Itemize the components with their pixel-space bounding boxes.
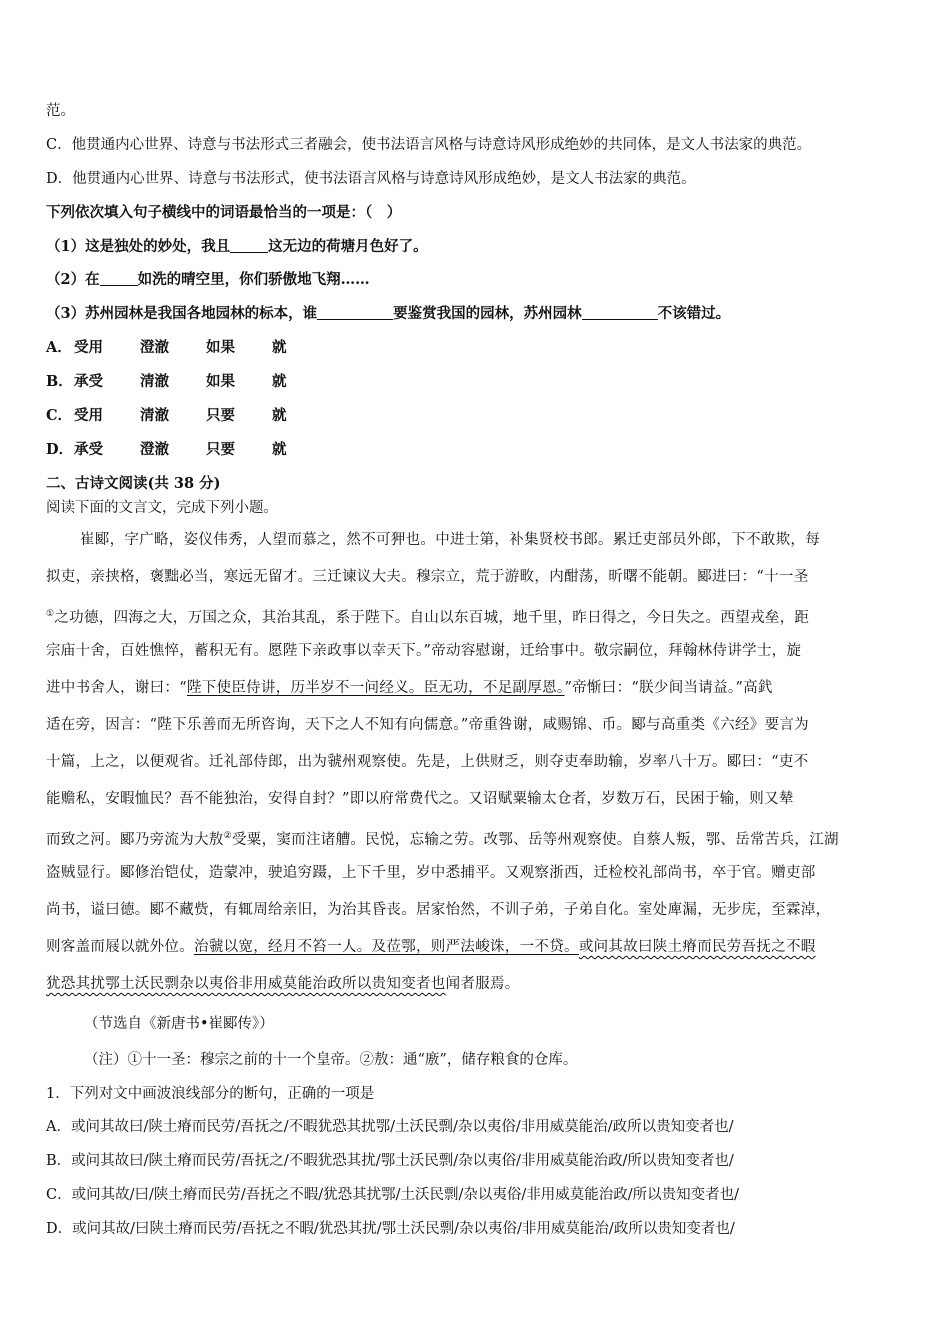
option-c	[46, 406, 287, 426]
passage-line	[46, 596, 904, 633]
option-word: 如果	[206, 339, 235, 356]
passage-line: 尚书，谥曰德。郾不藏赀，有辄周给亲旧，为治其昏丧。居家怡然，不训子弟，子弟自化。室处庳漏，无步庑，至霖淖，	[46, 902, 831, 918]
sentence-text: （3）苏州园林是我国各地园林的标本，谁	[46, 305, 318, 322]
question-1-option-d: D．或问其故/曰陕土瘠而民劳/吾抚之不暇/犹恐其扰/鄂土沃民剽/杂以夷俗/非用威莫能治/政所以贵知变者也/	[46, 1221, 735, 1237]
question-1-option-c: C．或问其故/曰/陕土瘠而民劳/吾抚之不暇/犹恐其扰鄂/土沃民剽/杂以夷俗/非用威莫能治政/所以贵知变者也/	[46, 1187, 740, 1203]
sentence-2	[46, 270, 370, 290]
sentence-text: （1）这是独处的妙处，我且	[46, 238, 231, 255]
option-word: 如果	[206, 373, 235, 390]
footnotes: （注）①十一圣：穆宗之前的十一个皇帝。②敖：通“廒”，储存粮食的仓库。	[84, 1052, 578, 1068]
sentence-text: 如洗的晴空里，你们骄傲地飞翔……	[137, 271, 370, 288]
option-word: 只要	[206, 441, 235, 458]
underlined-sentence: 陛下使臣侍讲，历半岁不一问经义。臣无功，不足副厚恩。	[186, 680, 565, 696]
passage-text: ”帝惭曰：“朕少间当请益。”高釴	[564, 680, 773, 696]
section-instruction: 阅读下面的文言文，完成下列小题。	[46, 500, 278, 516]
option-word: 清澈	[140, 407, 169, 424]
underlined-sentence: 治虢以宽，经月不笞一人。及莅鄂，则严法峻诛，一不贷。	[194, 939, 579, 955]
sentence-3	[46, 304, 730, 324]
passage-line	[46, 966, 904, 1003]
sentence-text: 这无边的荷塘月色好了。	[268, 238, 428, 255]
option-word: 就	[272, 407, 287, 424]
option-word: 就	[272, 373, 287, 390]
fill-blank	[582, 305, 658, 320]
option-word: 只要	[206, 407, 235, 424]
passage-line: 十篇，上之，以便观省。迁礼部侍郎，出为虢州观察使。先是，上供财乏，则夺吏奉助输，岁率八十万。郾曰：“吏不	[46, 754, 809, 770]
passage-text: 而致之河。郾乃旁流为大敖	[46, 831, 224, 848]
text-line: 范。	[46, 103, 75, 119]
question-1-option-a: A．或问其故曰/陕土瘠而民劳/吾抚之/不暇犹恐其扰鄂/土沃民剽/杂以夷俗/非用威莫能治/政所以贵知变者也/	[46, 1119, 734, 1135]
wavy-underlined-text: 或问其故曰陕土瘠而民劳吾抚之不暇	[578, 939, 816, 955]
option-word: 澄澈	[140, 441, 169, 458]
option-label: A．	[46, 339, 72, 356]
passage-line: 拟吏，亲挟格，褒黜必当，寒远无留才。三迁谏议大夫。穆宗立，荒于游畋，内酣荡，昕曙不能朝。郾进曰：“十一圣	[46, 569, 809, 585]
footnote-marker: ①	[46, 609, 55, 619]
sentence-1	[46, 237, 428, 257]
option-word: 就	[272, 441, 287, 458]
passage-line: 适在旁，因言：“陛下乐善而无所咨询，天下之人不知有向儒意。”帝重咎谢，咸赐锦、币。郾与高重类《六经》要言为	[46, 717, 809, 733]
option-c-prev: C．他贯通内心世界、诗意与书法形式三者融会，使书法语言风格与诗意诗风形成绝妙的共同体，是文人书法家的典范。	[46, 137, 812, 153]
wavy-underlined-text: 犹恐其扰鄂土沃民剽杂以夷俗非用威莫能治政所以贵知变者也	[46, 976, 446, 992]
passage-line: 能赡私，安暇恤民？吾不能独治，安得自封？”即以府常费代之。又诏赋粟输太仓者，岁数万石，民困于输，则又辇	[46, 791, 794, 807]
question-1-option-b: B．或问其故曰/陕土瘠而民劳/吾抚之/不暇犹恐其扰/鄂土沃民剽/杂以夷俗/非用威莫能治政/所以贵知变者也/	[46, 1153, 734, 1169]
fill-blank	[100, 271, 138, 286]
footnote-marker: ②	[223, 831, 232, 841]
option-d	[46, 440, 287, 460]
question-stem: 下列依次填入句子横线中的词语最恰当的一项是：（ ）	[46, 204, 402, 221]
option-a	[46, 338, 287, 358]
option-d-prev: D．他贯通内心世界、诗意与书法形式，使书法语言风格与诗意诗风形成绝妙，是文人书法家的典范。	[46, 171, 696, 187]
option-label: B．	[46, 373, 73, 390]
option-label: C．	[46, 407, 73, 424]
passage-text: 之功德，四海之大，万国之众，其治其乱，系于陛下。自山以东百城，地千里，昨日得之，今日失之。西望戎垒，距	[54, 609, 810, 626]
option-word: 澄澈	[140, 339, 169, 356]
option-word: 受用	[74, 339, 103, 356]
option-word: 受用	[74, 407, 103, 424]
option-word: 承受	[74, 441, 103, 458]
fill-blank	[230, 238, 268, 253]
passage-line	[46, 929, 904, 966]
option-word: 就	[272, 339, 287, 356]
sentence-text: 要鉴赏我国的园林，苏州园林	[393, 305, 582, 322]
passage-line: 宗庙十舍，百姓憔悴，蓄积无有。愿陛下亲政事以幸天下。”帝动容慰谢，迁给事中。敬宗嗣位，拜翰林侍讲学士，旋	[46, 643, 802, 659]
passage-line	[46, 818, 904, 855]
sentence-text: 不该错过。	[657, 305, 731, 322]
question-1-stem: 1．下列对文中画波浪线部分的断句，正确的一项是	[46, 1086, 375, 1102]
passage-text: 进中书舍人，谢曰：“	[46, 680, 187, 696]
passage-text: 则客盖而屐以就外位。	[46, 939, 194, 955]
passage-text: 闻者服焉。	[445, 976, 520, 992]
section-heading: 二、古诗文阅读(共 38 分)	[46, 475, 221, 492]
sentence-text: （2）在	[46, 271, 100, 288]
option-b	[46, 372, 287, 392]
option-label: D．	[46, 441, 74, 458]
option-word: 清澈	[140, 373, 169, 390]
option-word: 承受	[74, 373, 103, 390]
classical-passage	[46, 522, 904, 1003]
passage-line: 盗贼显行。郾修治铠仗，造蒙冲，驶追穷蹑，上下千里，岁中悉捕平。又观察浙西，迁检校礼部尚书，卒于官。赠吏部	[46, 865, 816, 881]
passage-line: 崔郾，字广略，姿仪伟秀，人望而慕之，然不可狎也。中进士第，补集贤校书郎。累迁吏部员外郎，下不敢欺，每	[80, 532, 820, 548]
fill-blank	[317, 305, 393, 320]
passage-line	[46, 670, 904, 707]
source-citation: （节选自《新唐书•崔郾传》）	[84, 1016, 274, 1032]
passage-text: 受粟，窦而注诸艚。民悦，忘输之劳。改鄂、岳等州观察使。自蔡人叛，鄂、岳常苦兵，江湖	[231, 831, 839, 848]
